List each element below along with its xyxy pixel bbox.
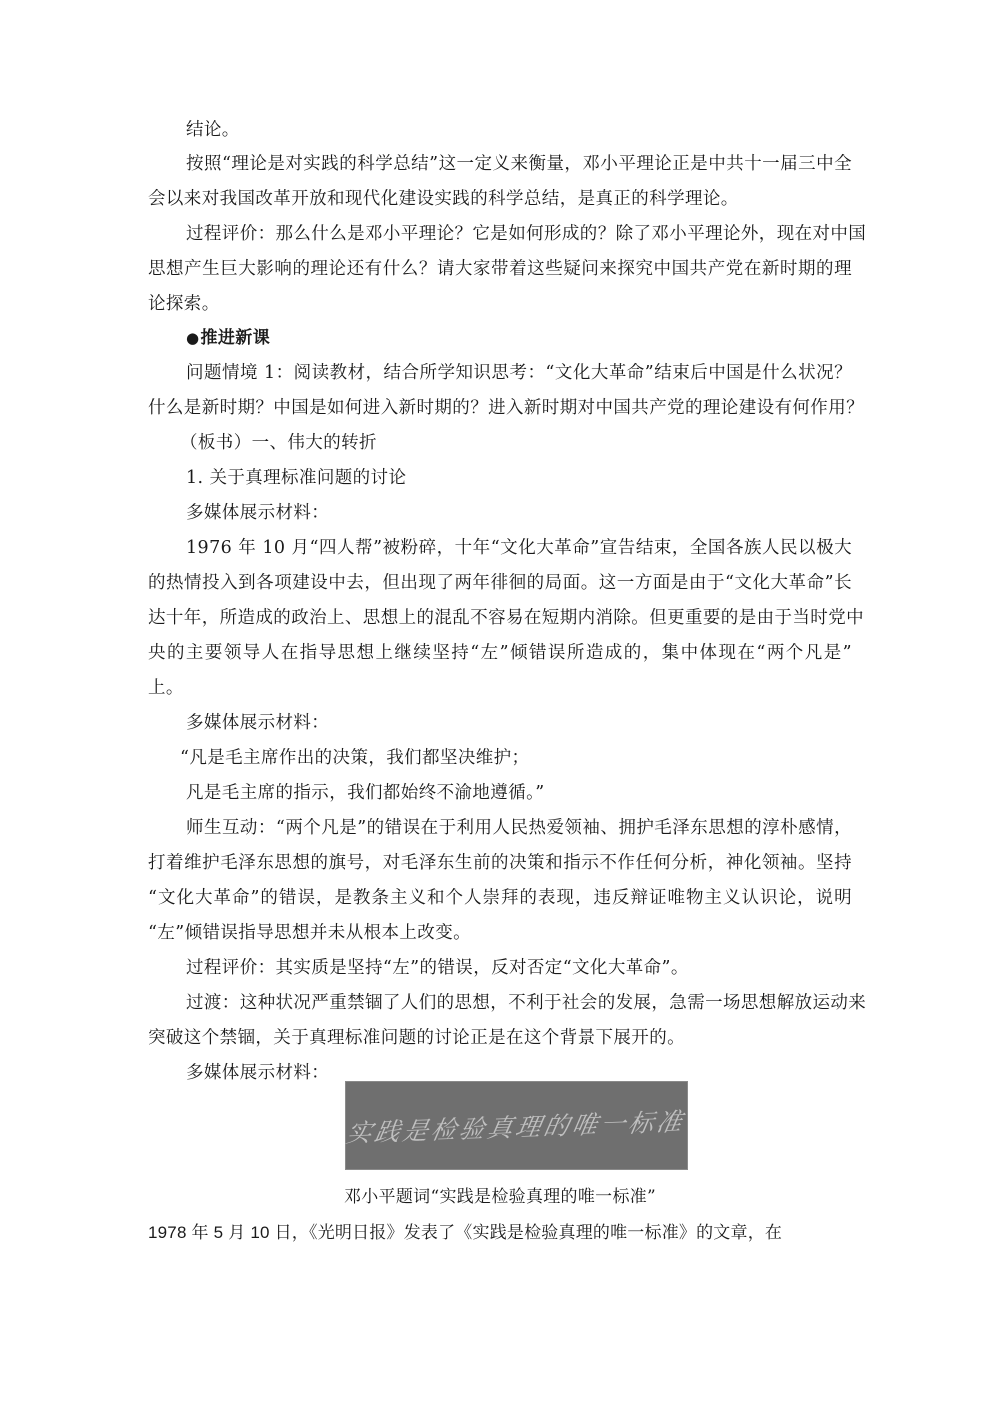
- section-title: 推进新课: [200, 328, 271, 348]
- paragraph-line: 思想产生巨大影响的理论还有什么？请大家带着这些疑问来探究中国共产党在新时期的理: [148, 259, 852, 279]
- board-heading: （板书）一、伟大的转折: [180, 433, 377, 453]
- paragraph-line: 央的主要领导人在指导思想上继续坚持“左”倾错误所造成的，集中体现在“两个凡是”: [148, 643, 852, 663]
- quote-line: “凡是毛主席作出的决策，我们都坚决维护；: [180, 748, 530, 768]
- paragraph-line: 突破这个禁锢，关于真理标准问题的讨论正是在这个背景下展开的。: [148, 1028, 685, 1048]
- paragraph-line: 按照“理论是对实践的科学总结”这一定义来衡量，邓小平理论正是中共十一届三中全: [186, 154, 852, 174]
- paragraph-line: 达十年，所造成的政治上、思想上的混乱不容易在短期内消除。但更重要的是由于当时党中: [148, 608, 864, 628]
- figure-caption: 邓小平题词“实践是检验真理的唯一标准”: [343, 1187, 657, 1207]
- paragraph-line: 打着维护毛泽东思想的旗号，对毛泽东生前的决策和指示不作任何分析，神化领袖。坚持: [148, 853, 852, 873]
- quote-line: 凡是毛主席的指示，我们都始终不渝地遵循。”: [186, 783, 545, 803]
- paragraph-line: 什么是新时期？中国是如何进入新时期的？进入新时期对中国共产党的理论建设有何作用？: [148, 398, 864, 418]
- paragraph-line: 过程评价：其实质是坚持“左”的错误，反对否定“文化大革命”。: [186, 958, 689, 978]
- paragraph-line: 上。: [148, 678, 184, 698]
- subheading: 1. 关于真理标准问题的讨论: [186, 468, 407, 488]
- paragraph-line: 过渡：这种状况严重禁锢了人们的思想，不利于社会的发展，急需一场思想解放运动来: [186, 993, 867, 1013]
- paragraph-line: 的热情投入到各项建设中去，但出现了两年徘徊的局面。这一方面是由于“文化大革命”长: [148, 573, 852, 593]
- paragraph-line: 问题情境 1：阅读教材，结合所学知识思考：“文化大革命”结束后中国是什么状况？: [186, 363, 852, 383]
- section-heading: [186, 327, 852, 349]
- paragraph-line: 结论。: [186, 120, 240, 140]
- paragraph-line: 过程评价：那么什么是邓小平理论？它是如何形成的？除了邓小平理论外，现在对中国: [186, 224, 867, 244]
- bullet-icon: ●: [186, 329, 200, 347]
- paragraph-line: 多媒体展示材料：: [186, 713, 330, 733]
- paragraph-line: 1978 年 5 月 10 日，《光明日报》发表了《实践是检验真理的唯一标准》的文章，在: [148, 1223, 783, 1242]
- paragraph-line: “左”倾错误指导思想并未从根本上改变。: [148, 923, 471, 943]
- paragraph-line: “文化大革命”的错误，是教条主义和个人崇拜的表现，违反辩证唯物主义认识论，说明: [148, 888, 852, 908]
- paragraph-line: 会以来对我国改革开放和现代化建设实践的科学总结，是真正的科学理论。: [148, 189, 739, 209]
- paragraph-line: 论探索。: [148, 294, 220, 314]
- paragraph-line: 多媒体展示材料：: [186, 1063, 330, 1083]
- paragraph-line: 1976 年 10 月“四人帮”被粉碎，十年“文化大革命”宣告结束，全国各族人民以极大: [186, 538, 852, 558]
- calligraphy-image: [345, 1081, 688, 1170]
- paragraph-line: 师生互动：“两个凡是”的错误在于利用人民热爱领袖、拥护毛泽东思想的淳朴感情，: [186, 818, 852, 838]
- paragraph-line: 多媒体展示材料：: [186, 503, 330, 523]
- calligraphy-text: 实践是检验真理的唯一标准: [344, 1106, 688, 1148]
